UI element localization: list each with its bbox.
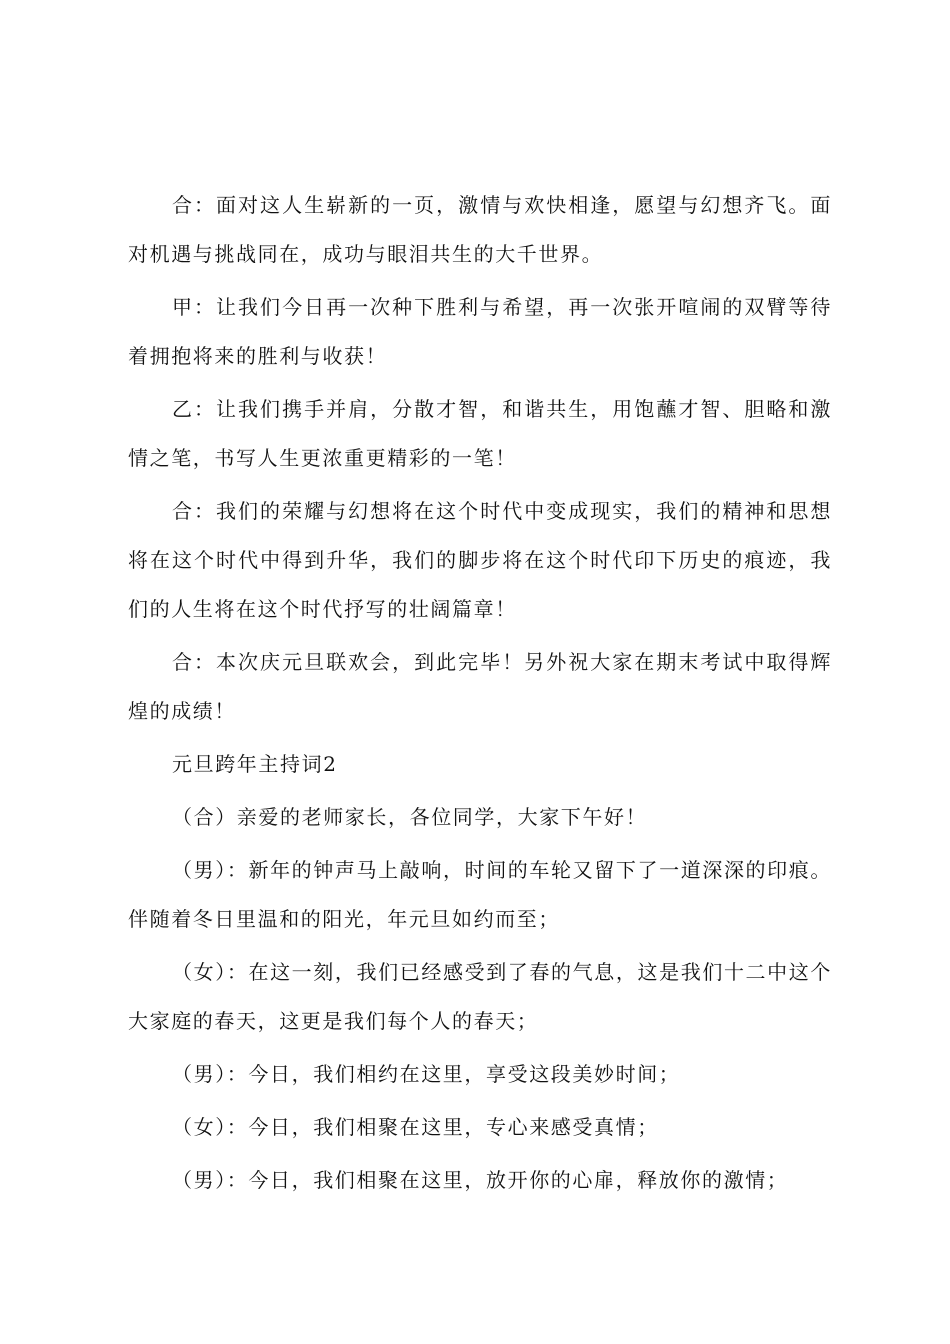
paragraph-chorus-closing: 合：本次庆元旦联欢会，到此完毕！另外祝大家在期末考试中取得辉煌的成绩！ — [128, 650, 832, 723]
paragraph-chorus-era: 合：我们的荣耀与幻想将在这个时代中变成现实，我们的精神和思想将在这个时代中得到升华，我们的脚步将在这个时代印下历史的痕迹，我们的人生将在这个时代抒写的壮阔篇章！ — [128, 499, 832, 621]
paragraph-chorus-opening: 合：面对这人生崭新的一页，激情与欢快相逢，愿望与幻想齐飞。面对机遇与挑战同在，成功与眼泪共生的大千世界。 — [128, 193, 832, 266]
paragraph-jia: 甲：让我们今日再一次种下胜利与希望，再一次张开喧闹的双臂等待着拥抱将来的胜利与收获！ — [128, 295, 832, 368]
document-body — [128, 181, 832, 1205]
paragraph-greeting: （合）亲爱的老师家长，各位同学，大家下午好！ — [172, 805, 648, 829]
paragraph-yi: 乙：让我们携手并肩，分散才智，和谐共生，用饱蘸才智、胆略和激情之笔，书写人生更浓重更精彩的一笔！ — [128, 397, 832, 470]
paragraph-female-2: （女）：今日，我们相聚在这里，专心来感受真情； — [172, 1115, 659, 1139]
paragraph-male-2: （男）：今日，我们相约在这里，享受这段美妙时间； — [172, 1062, 681, 1086]
paragraph-male-1: （男）：新年的钟声马上敲响，时间的车轮又留下了一道深深的印痕。伴随着冬日里温和的阳光，年元旦如约而至； — [128, 858, 832, 931]
paragraph-male-3: （男）：今日，我们相聚在这里，放开你的心扉，释放你的激情； — [172, 1168, 789, 1192]
paragraph-female-1: （女）：在这一刻，我们已经感受到了春的气息，这是我们十二中这个大家庭的春天，这更是我们每个人的春天； — [128, 960, 832, 1033]
section-heading: 元旦跨年主持词2 — [172, 752, 338, 776]
